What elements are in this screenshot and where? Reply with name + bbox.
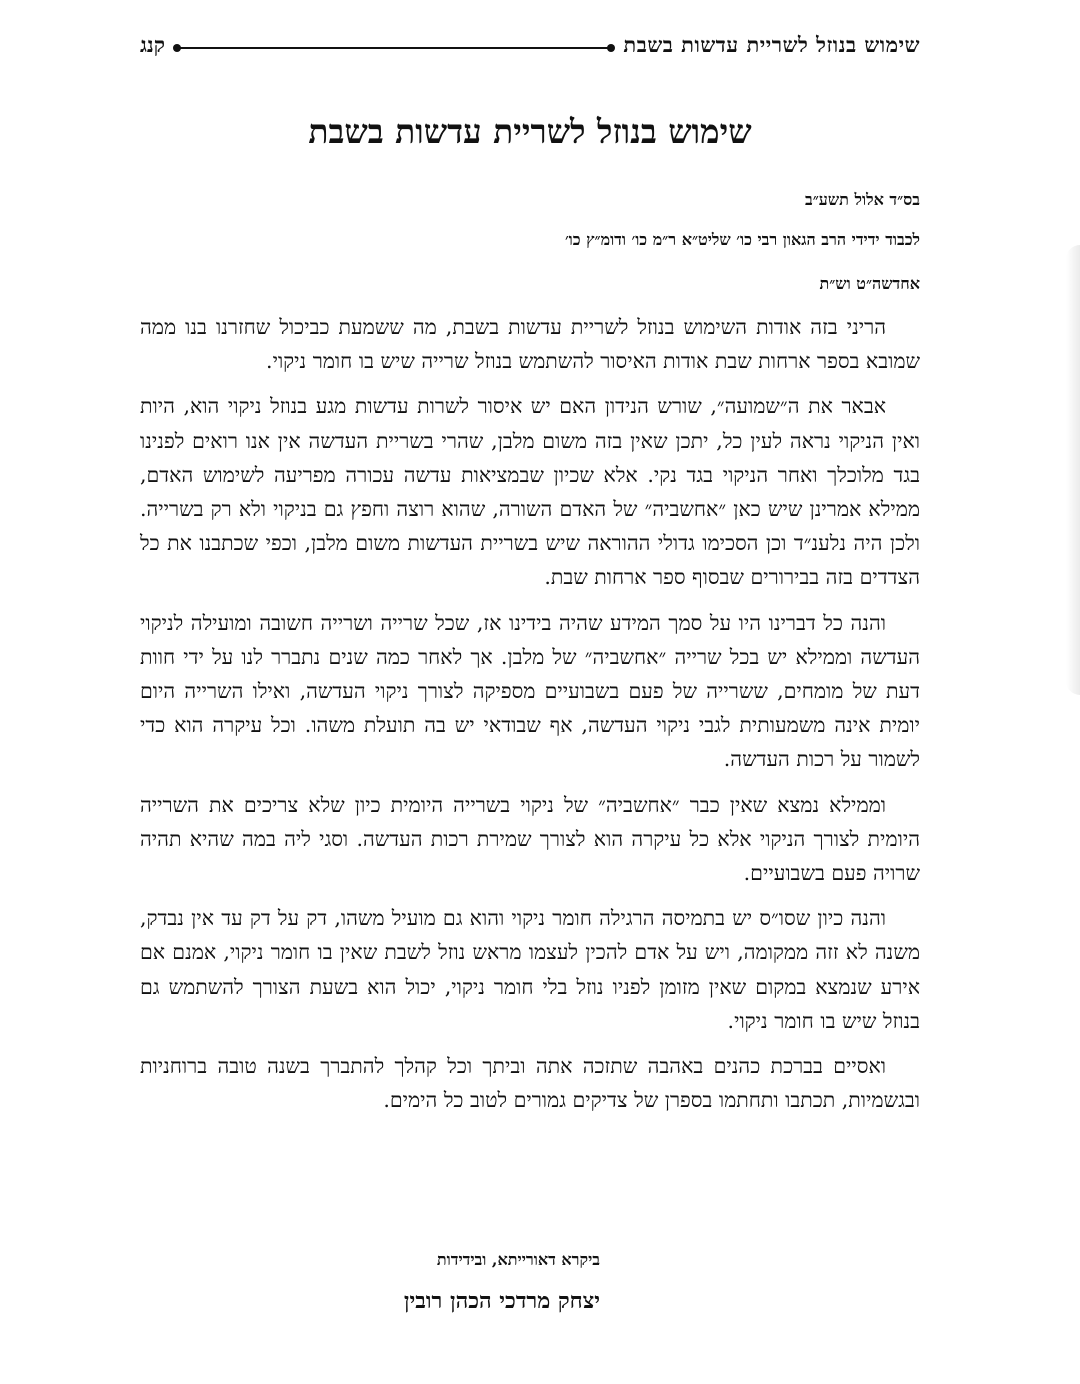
letter-body	[140, 310, 920, 1128]
running-header	[140, 28, 920, 62]
greeting-line: לכבוד ידידי הרב הגאון רבי כו׳ שליט״א ר״מ כו׳ ודומ״ץ כו׳	[564, 230, 920, 249]
body-paragraph: אבאר את ה״שמועה״, שורש הנידון האם יש איסור לשרות עדשות מגע בנוזל ניקוי הוא, היות ואין הניקוי נראה לעין כל, יתכן שאין בזה משום מלבן, שהרי בשריית העדשה אין אנו רואים לפנינו בגד מלוכלך ואחר הניקוי בגד נקי. אלא שכיון שבמציאות עדשה עכורה מפריעה לשימוש האדם, ממילא אמרינן שיש כאן ״אחשביה״ של האדם השורה, שהוא רוצה וחפץ גם בניקוי ולא רק בשרייה. ולכן היה נלענ״ד וכן הסכימו גדולי ההוראה שיש בשריית העדשות משום מלבן, וכפי שכתבנו את כל הצדדים בזה בבירורים שבסוף ספר ארחות שבת.	[140, 394, 921, 590]
closing-line: ביקרא דאורייתא, ובידידות	[436, 1250, 600, 1269]
header-rule	[175, 47, 613, 49]
body-paragraph: הריני בזה אודות השימוש בנוזל לשריית עדשות בשבת, מה ששמעת כביכול שחזרנו בנו ממה שמובא בספר ארחות שבת אודות האיסור להשתמש בנוזל שרייה שיש בו חומר ניקוי.	[140, 315, 920, 374]
scroll-edge-handle[interactable]	[1066, 245, 1080, 695]
signature: יצחק מרדכי הכהן רובין	[403, 1288, 600, 1314]
running-header-title: שימוש בנוזל לשריית עדשות בשבת	[623, 32, 920, 57]
date-line: בס״ד אלול תשע״ב	[805, 190, 920, 209]
body-paragraph: והנה כיון שסו״ס יש בתמיסה הרגילה חומר ניקוי והוא גם מועיל משהו, דק על דק עד אין נבדק, משנה לא זזה ממקומה, ויש על אדם להכין לעצמו מראש נוזל לשבת שאין בו חומר ניקוי, אמנם אם אירע שנמצא במקום שאין מזומן לפניו נוזל בלי חומר ניקוי, יכול הוא בשעת הצורך להשתמש גם בנוזל שיש בו חומר ניקוי.	[140, 906, 920, 1033]
salutation-abbrev: אחדשה״ט וש״ת	[819, 274, 920, 293]
body-paragraph: והנה כל דברינו היו על סמך המידע שהיה בידינו אז, שכל שרייה ושרייה חשובה ומועילה לניקוי העדשה וממילא יש בכל שרייה ״אחשביה״ של מלבן. אך לאחר כמה שנים נתברר לנו על ידי חוות דעת של מומחים, ששרייה של פעם בשבועיים מספיקה לצורך ניקוי העדשה, ואילו השרייה היום יומית אינה משמעותית לגבי ניקוי העדשה, אף שבודאי יש בה תועלת משהו. וכל עיקרה הוא כדי לשמור על רכות העדשה.	[140, 610, 920, 772]
page-number: קנג	[140, 32, 165, 57]
article-title: שימוש בנוזל לשריית עדשות בשבת	[308, 112, 752, 151]
body-paragraph: וממילא נמצא שאין כבר ״אחשביה״ של ניקוי בשרייה היומית כיון שלא צריכים את השרייה היומית לצורך הניקוי אלא כל עיקרה הוא לצורך שמירת רכות העדשה. וסגי ליה במה שהיא תהיה שרויה פעם בשבועיים.	[140, 792, 920, 886]
body-paragraph: ואסיים בברכת כהנים באהבה שתזכה אתה וביתך וכל קהלך להתברך בשנה טובה ברוחניות ובגשמיות, תכתבו ותחתמו בספרן של צדיקים גמורים לטוב כל הימים.	[140, 1054, 920, 1113]
